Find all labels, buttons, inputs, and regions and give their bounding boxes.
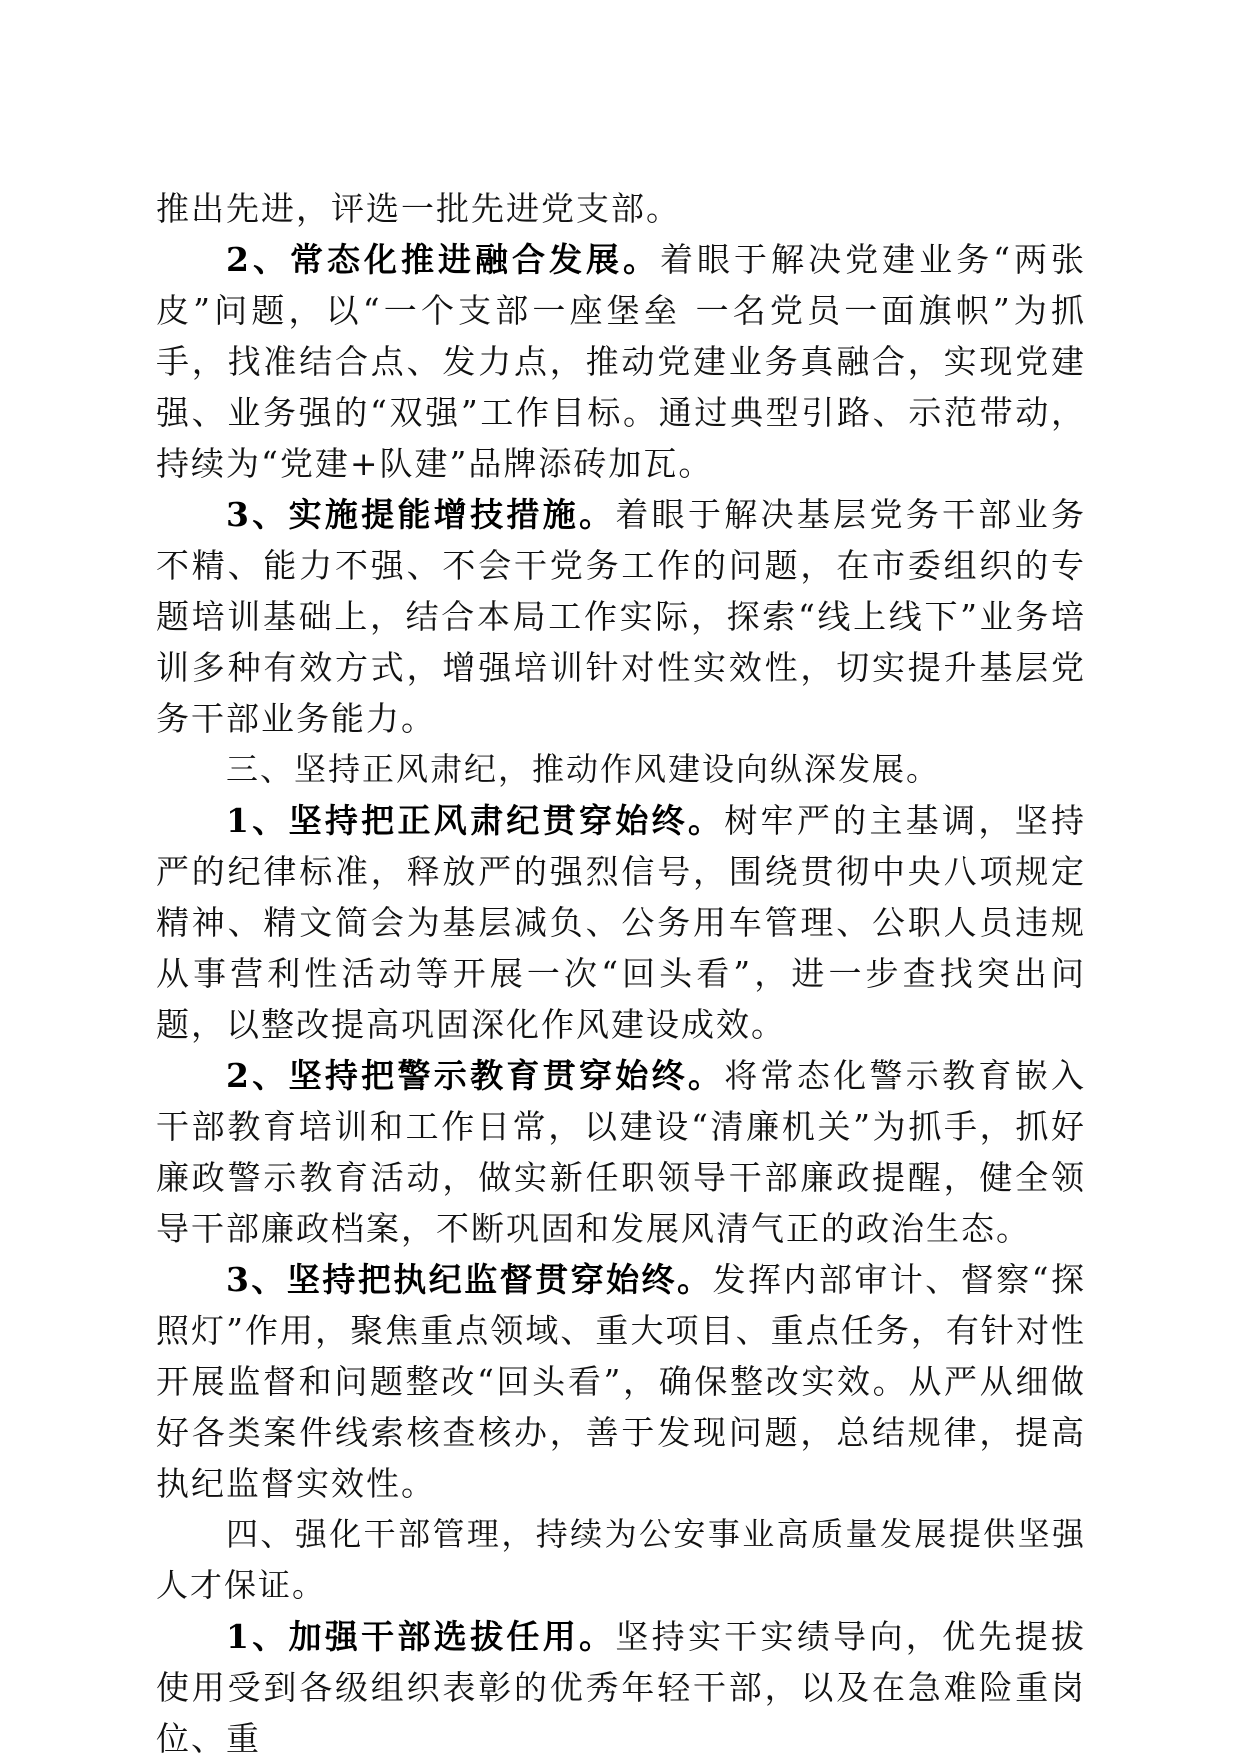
paragraph-text: 着眼于解决基层党务干部业务不精、能力不强、不会干党务工作的问题，在市委组织的专题培训基础上，结合本局工作实际，探索“线上线下”业务培训多种有效方式，增强培训针对性实效性，切实提升基层党务干部业务能力。 xyxy=(156,495,1086,738)
paragraph-text: 将常态化警示教育嵌入干部教育培训和工作日常，以建设“清廉机关”为抓手，抓好廉政警示教育活动，做实新任职领导干部廉政提醒，健全领导干部廉政档案，不断巩固和发展风清气正的政治生态。 xyxy=(156,1056,1087,1248)
paragraph-text: 发挥内部审计、督察“探照灯”作用，聚焦重点领域、重大项目、重点任务，有针对性开展监督和问题整改“回头看”，确保整改实效。从严从细做好各类案件线索核查核办，善于发现问题，总结规律，提高执纪监督实效性。 xyxy=(156,1260,1087,1503)
paragraph-lead: 1、坚持把正风肃纪贯穿始终。 xyxy=(226,801,725,840)
paragraph-lead: 1、加强干部选拔任用。 xyxy=(226,1617,616,1656)
paragraph-item-3 xyxy=(156,1254,1086,1509)
paragraph-item-1 xyxy=(156,1611,1086,1764)
paragraph-lead: 2、坚持把警示教育贯穿始终。 xyxy=(226,1056,725,1095)
paragraph-text: 坚持实干实绩导向，优先提拔使用受到各级组织表彰的优秀年轻干部，以及在急难险重岗位、重 xyxy=(156,1617,1086,1758)
section-heading-3: 三、坚持正风肃纪，推动作风建设向纵深发展。 xyxy=(226,750,941,788)
paragraph-lead: 3、实施提能增技措施。 xyxy=(226,495,616,534)
document-body xyxy=(156,183,1086,1764)
paragraph-lead: 3、坚持把执纪监督贯穿始终。 xyxy=(226,1260,713,1299)
paragraph-item-2 xyxy=(156,234,1086,489)
paragraph-text: 树牢严的主基调，坚持严的纪律标准，释放严的强烈信号，围绕贯彻中央八项规定精神、精文简会为基层减负、公务用车管理、公职人员违规从事营利性活动等开展一次“回头看”，进一步查找突出问题，以整改提高巩固深化作风建设成效。 xyxy=(156,801,1087,1044)
paragraph-lead: 2、常态化推进融合发展。 xyxy=(226,240,661,279)
paragraph-item-1 xyxy=(156,795,1086,1050)
section-heading-4: 四、强化干部管理，持续为公安事业高质量发展提供坚强人才保证。 xyxy=(156,1515,1086,1604)
paragraph-continuation xyxy=(156,183,1086,234)
paragraph-item-3 xyxy=(156,489,1086,744)
paragraph-item-2 xyxy=(156,1050,1086,1254)
paragraph-text: 推出先进，评选一批先进党支部。 xyxy=(156,189,681,228)
paragraph-text: 着眼于解决党建业务“两张皮”问题，以“一个支部一座堡垒 一名党员一面旗帜”为抓手，找准结合点、发力点，推动党建业务真融合，实现党建强、业务强的“双强”工作目标。通过典型引路、示范带动，持续为“党建+队建”品牌添砖加瓦。 xyxy=(156,240,1086,483)
